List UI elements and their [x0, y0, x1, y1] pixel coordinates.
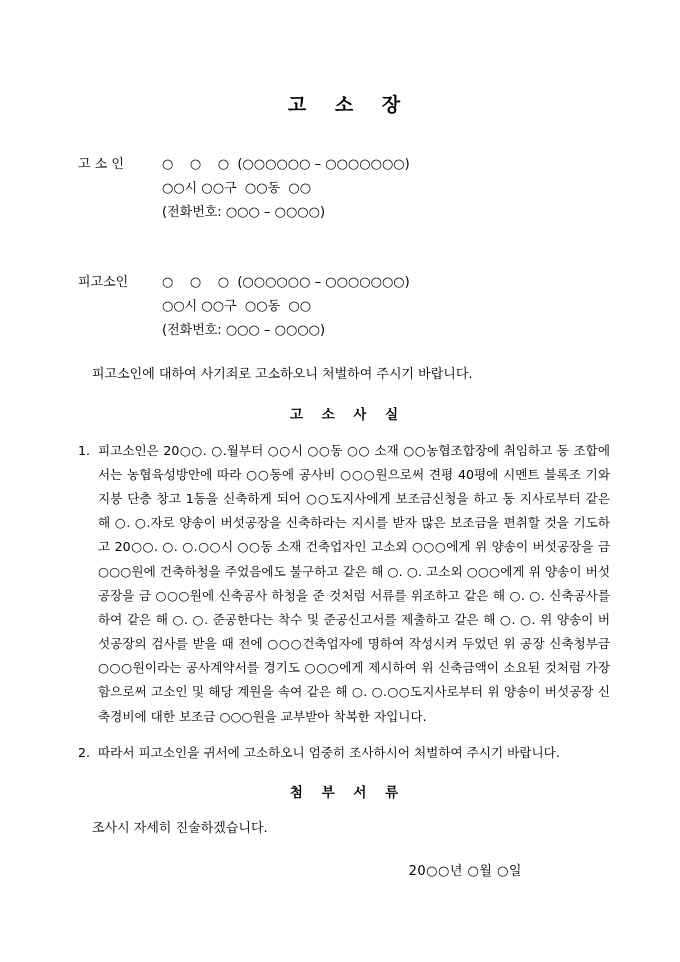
fact-number: 2. [78, 744, 91, 760]
accused-phone-row [78, 319, 610, 343]
complainant-name: ○ ○ ○ (○○○○○○ – ○○○○○○○) [162, 157, 410, 172]
spacer [78, 729, 610, 741]
fact-item [78, 741, 610, 765]
accused-name-row [78, 271, 610, 295]
spacer [78, 765, 610, 781]
complainant-name-row [78, 153, 610, 177]
accused-label: 피고소인 [78, 275, 129, 291]
accused-block [78, 271, 610, 343]
attachment-heading: 첨 부 서 류 [289, 784, 406, 801]
spacer [78, 117, 610, 153]
date-line: 20○○년 ○월 ○일 [408, 864, 522, 880]
spacer [78, 423, 610, 439]
complainant-block [78, 153, 610, 225]
fact-item [78, 439, 610, 729]
facts-heading: 고 소 사 실 [289, 406, 406, 423]
accused-phone: (전화번호: ○○○ – ○○○○) [162, 323, 326, 339]
accused-address: ○○시 ○○구 ○○동 ○○ [162, 299, 312, 315]
complainant-phone-row [78, 201, 610, 225]
complainant-label: 고 소 인 [78, 157, 124, 172]
spacer [78, 225, 610, 271]
accused-name: ○ ○ ○ (○○○○○○ – ○○○○○○○) [162, 275, 410, 291]
spacer [78, 801, 610, 817]
page-title: 고 소 장 [287, 94, 412, 116]
complainant-phone: (전화번호: ○○○ – ○○○○) [162, 205, 326, 221]
fact-number: 1. [78, 442, 91, 458]
fact-text: 따라서 피고소인을 귀서에 고소하오니 엄중히 조사하시어 처벌하여 주시기 바랍니다. [98, 744, 560, 760]
statement-paragraph: 피고소인에 대하여 사기죄로 고소하오니 처벌하여 주시기 바랍니다. [92, 367, 473, 383]
complainant-address: ○○시 ○○구 ○○동 ○○ [162, 181, 312, 197]
spacer [78, 387, 610, 403]
fact-text: 피고소인은 20○○. ○.월부터 ○○시 ○○동 ○○ 소재 ○○농협조합장에 취임하고 동 조합에서는 농협육성방안에 따라 ○○동에 공사비 ○○○원으로써 견평 40평에 시멘트 블록조 기와지붕 단층 창고 1동을 신축하게 되어 ○○도지사에게 보조금신청을 하고 동 지사로부터 같은 해 ○. ○.자로 양송이 버섯공장을 신축하라는 지시를 받자 많은 보조금을 편취할 것을 기도하고 20○○. ○. ○.○○시 ○○동 소재 건축업자인 고소외 ○○○에게 위 양송이 버섯공장을 금 ○○○원에 건축하청을 주었음에도 불구하고 같은 해 ○. ○. 고소외 ○○○에게 위 양송이 버섯공장을 금 ○○○원에 신축공사 하청을 준 것처럼 서류를 위조하고 같은 해 ○. ○. 신축공사를 하여 같은 해 ○. ○. 준공한다는 착수 및 준공신고서를 제출하고 같은 해 ○. ○. 위 양송이 버섯공장의 검사를 받을 때 전에 ○○○건축업자에 명하여 작성시켜 두었던 위 공장 신축청부금 ○○○원이라는 공사계약서를 경기도 ○○○에게 제시하여 위 신축금액이 소요된 것처럼 가장함으로써 고소인 및 해당 계원을 속여 같은 해 ○. ○.○○도지사로부터 위 양송이 버섯공장 신축경비에 대한 보조금 ○○○원을 교부받아 착복한 자입니다. [98, 442, 610, 724]
attachment-text: 조사시 자세히 진술하겠습니다. [92, 820, 268, 836]
accused-address-row [78, 295, 610, 319]
spacer [78, 840, 610, 860]
complainant-address-row [78, 177, 610, 201]
spacer [78, 343, 610, 363]
